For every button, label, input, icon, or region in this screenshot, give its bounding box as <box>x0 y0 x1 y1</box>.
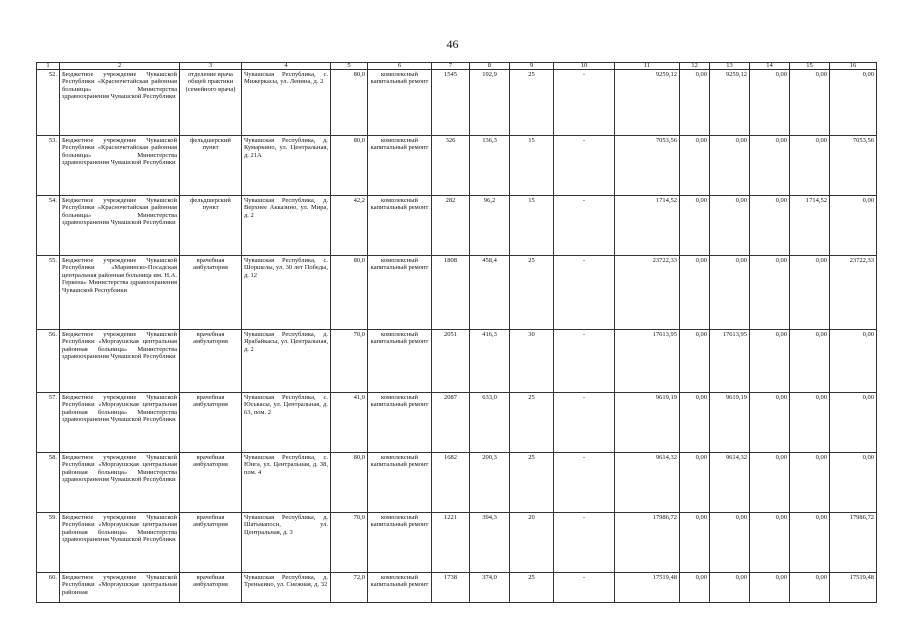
column-number: 9 <box>510 63 554 70</box>
table-row <box>37 513 877 573</box>
col-15-value: 0,00 <box>790 330 830 393</box>
table-row <box>37 196 877 256</box>
column-number: 7 <box>432 63 470 70</box>
organization-name: Бюджетное учреждение Чувашской Республики «Моргаушская центральная районная больница» Министерства здравоохранения Чувашской Республики <box>60 513 180 573</box>
col-12-value: 0,00 <box>680 330 710 393</box>
col-7-value: 1738 <box>432 573 470 603</box>
col-16-value: 0,00 <box>830 453 877 513</box>
col-14-value: 0,00 <box>750 453 790 513</box>
facilities-table <box>36 62 877 603</box>
organization-name: Бюджетное учреждение Чувашской Республики «Красночетайская районная больница» Министерства здравоохранения Чувашской Республики <box>60 70 180 136</box>
col-10-value: - <box>554 330 615 393</box>
col-7-value: 1808 <box>432 256 470 330</box>
col-8-value: 200,3 <box>470 453 510 513</box>
col-10-value: - <box>554 136 615 196</box>
col-7-value: 2051 <box>432 330 470 393</box>
col-15-value: 0,00 <box>790 573 830 603</box>
column-number: 2 <box>60 63 180 70</box>
col-8-value: 374,0 <box>470 573 510 603</box>
col-9-value: 25 <box>510 453 554 513</box>
column-number: 13 <box>710 63 750 70</box>
row-number: 53. <box>37 136 60 196</box>
table-row <box>37 256 877 330</box>
facility-address: Чувашская Республика, д. Тренькино, ул. Снежная, д. 32 <box>242 573 331 603</box>
col-16-value: 7053,56 <box>830 136 877 196</box>
column-number: 3 <box>180 63 242 70</box>
column-number: 6 <box>368 63 432 70</box>
col-9-value: 25 <box>510 393 554 453</box>
wear-percent: 72,0 <box>331 573 368 603</box>
col-16-value: 23722,33 <box>830 256 877 330</box>
facility-address: Чувашская Республика, д. Шатьмапоси, ул. Центральная, д. 3 <box>242 513 331 573</box>
column-number: 10 <box>554 63 615 70</box>
work-type: комплексный капитальный ремонт <box>368 70 432 136</box>
col-13-value: 17613,95 <box>710 330 750 393</box>
facility-type: фельдшерский пункт <box>180 196 242 256</box>
col-13-value: 9614,32 <box>710 453 750 513</box>
work-type: комплексный капитальный ремонт <box>368 196 432 256</box>
col-12-value: 0,00 <box>680 196 710 256</box>
wear-percent: 80,0 <box>331 453 368 513</box>
row-number: 56. <box>37 330 60 393</box>
column-number: 4 <box>242 63 331 70</box>
col-15-value: 0,00 <box>790 453 830 513</box>
work-type: комплексный капитальный ремонт <box>368 573 432 603</box>
col-9-value: 25 <box>510 256 554 330</box>
col-15-value: 0,00 <box>790 70 830 136</box>
wear-percent: 80,0 <box>331 256 368 330</box>
facility-address: Чувашская Республика, д. Кумаркино, ул. Центральная, д. 21А <box>242 136 331 196</box>
col-16-value: 0,00 <box>830 330 877 393</box>
col-7-value: 1682 <box>432 453 470 513</box>
work-type: комплексный капитальный ремонт <box>368 393 432 453</box>
col-9-value: 15 <box>510 136 554 196</box>
column-number: 12 <box>680 63 710 70</box>
row-number: 52. <box>37 70 60 136</box>
facility-type: фельдшерский пункт <box>180 136 242 196</box>
facility-type: врачебная амбулатория <box>180 453 242 513</box>
table-row <box>37 453 877 513</box>
table-row <box>37 330 877 393</box>
organization-name: Бюджетное учреждение Чувашской Республики «Моргаушская центральная районная больница» Министерства здравоохранения Чувашской Республики <box>60 393 180 453</box>
col-7-value: 326 <box>432 136 470 196</box>
table-row <box>37 393 877 453</box>
wear-percent: 80,0 <box>331 136 368 196</box>
col-7-value: 2087 <box>432 393 470 453</box>
facility-type: отделение врача общей практики (семейного врача) <box>180 70 242 136</box>
col-11-value: 9259,12 <box>615 70 680 136</box>
col-14-value: 0,00 <box>750 513 790 573</box>
work-type: комплексный капитальный ремонт <box>368 330 432 393</box>
col-11-value: 1714,52 <box>615 196 680 256</box>
col-8-value: 633,0 <box>470 393 510 453</box>
col-10-value: - <box>554 70 615 136</box>
wear-percent: 80,0 <box>331 70 368 136</box>
col-8-value: 416,3 <box>470 330 510 393</box>
col-13-value: 9259,12 <box>710 70 750 136</box>
col-14-value: 0,00 <box>750 256 790 330</box>
organization-name: Бюджетное учреждение Чувашской Республики «Моргаушская центральная районная <box>60 573 180 603</box>
col-14-value: 0,00 <box>750 393 790 453</box>
work-type: комплексный капитальный ремонт <box>368 256 432 330</box>
row-number: 59. <box>37 513 60 573</box>
row-number: 58. <box>37 453 60 513</box>
work-type: комплексный капитальный ремонт <box>368 513 432 573</box>
col-15-value: 0,00 <box>790 136 830 196</box>
col-10-value: - <box>554 196 615 256</box>
column-number: 1 <box>37 63 60 70</box>
col-11-value: 9619,19 <box>615 393 680 453</box>
col-16-value: 17986,72 <box>830 513 877 573</box>
col-13-value: 0,00 <box>710 256 750 330</box>
wear-percent: 70,0 <box>331 513 368 573</box>
row-number: 55. <box>37 256 60 330</box>
col-10-value: - <box>554 513 615 573</box>
page-number: 46 <box>446 37 459 51</box>
col-10-value: - <box>554 453 615 513</box>
col-9-value: 25 <box>510 70 554 136</box>
facility-address: Чувашская Республика, с. Шоршелы, ул. 30 лет Победы, д. 12 <box>242 256 331 330</box>
col-11-value: 7053,56 <box>615 136 680 196</box>
work-type: комплексный капитальный ремонт <box>368 453 432 513</box>
col-11-value: 17613,95 <box>615 330 680 393</box>
col-10-value: - <box>554 573 615 603</box>
facility-address: Чувашская Республика, с. Юнга, ул. Центральная, д. 38, пом. 4 <box>242 453 331 513</box>
col-8-value: 192,9 <box>470 70 510 136</box>
col-14-value: 0,00 <box>750 330 790 393</box>
col-12-value: 0,00 <box>680 70 710 136</box>
column-number: 15 <box>790 63 830 70</box>
col-12-value: 0,00 <box>680 513 710 573</box>
col-14-value: 0,00 <box>750 573 790 603</box>
table-row <box>37 573 877 603</box>
col-9-value: 20 <box>510 513 554 573</box>
facility-address: Чувашская Республика, д. Верхнее Акказино, ул. Мира, д. 2 <box>242 196 331 256</box>
col-8-value: 394,3 <box>470 513 510 573</box>
col-9-value: 30 <box>510 330 554 393</box>
facility-type: врачебная амбулатория <box>180 256 242 330</box>
column-number: 11 <box>615 63 680 70</box>
col-12-value: 0,00 <box>680 573 710 603</box>
table-row <box>37 136 877 196</box>
wear-percent: 42,2 <box>331 196 368 256</box>
col-12-value: 0,00 <box>680 136 710 196</box>
col-15-value: 0,00 <box>790 513 830 573</box>
col-15-value: 1714,52 <box>790 196 830 256</box>
col-16-value: 0,00 <box>830 393 877 453</box>
row-number: 60. <box>37 573 60 603</box>
col-12-value: 0,00 <box>680 393 710 453</box>
row-number: 57. <box>37 393 60 453</box>
facility-address: Чувашская Республика, с. Мижеркасы, ул. Ленина, д. 2 <box>242 70 331 136</box>
column-number: 14 <box>750 63 790 70</box>
col-10-value: - <box>554 256 615 330</box>
col-12-value: 0,00 <box>680 256 710 330</box>
col-16-value: 0,00 <box>830 70 877 136</box>
wear-percent: 41,0 <box>331 393 368 453</box>
organization-name: Бюджетное учреждение Чувашской Республики «Красночетайская районная больница» Министерства здравоохранения Чувашской Республики <box>60 136 180 196</box>
col-13-value: 9619,19 <box>710 393 750 453</box>
col-8-value: 458,4 <box>470 256 510 330</box>
col-11-value: 23722,33 <box>615 256 680 330</box>
col-13-value: 0,00 <box>710 573 750 603</box>
column-number: 5 <box>331 63 368 70</box>
column-number: 8 <box>470 63 510 70</box>
col-14-value: 0,00 <box>750 136 790 196</box>
facility-type: врачебная амбулатория <box>180 393 242 453</box>
col-11-value: 17519,48 <box>615 573 680 603</box>
col-16-value: 17519,48 <box>830 573 877 603</box>
organization-name: Бюджетное учреждение Чувашской Республики «Моргаушская центральная районная больница» Министерства здравоохранения Чувашской Республики <box>60 453 180 513</box>
organization-name: Бюджетное учреждение Чувашской Республики «Моргаушская центральная районная больница» Министерства здравоохранения Чувашской Республики <box>60 330 180 393</box>
table-row <box>37 70 877 136</box>
col-11-value: 17986,72 <box>615 513 680 573</box>
facility-address: Чувашская Республика, д. Ярабайкасы, ул. Центральная, д. 2 <box>242 330 331 393</box>
col-7-value: 1221 <box>432 513 470 573</box>
col-13-value: 0,00 <box>710 513 750 573</box>
col-14-value: 0,00 <box>750 196 790 256</box>
wear-percent: 70,0 <box>331 330 368 393</box>
facility-type: врачебная амбулатория <box>180 513 242 573</box>
col-12-value: 0,00 <box>680 453 710 513</box>
col-16-value: 0,00 <box>830 196 877 256</box>
work-type: комплексный капитальный ремонт <box>368 136 432 196</box>
facility-type: врачебная амбулатория <box>180 330 242 393</box>
col-8-value: 136,3 <box>470 136 510 196</box>
col-14-value: 0,00 <box>750 70 790 136</box>
col-9-value: 25 <box>510 573 554 603</box>
col-10-value: - <box>554 393 615 453</box>
organization-name: Бюджетное учреждение Чувашской Республики «Красночетайская районная больница» Министерства здравоохранения Чувашской Республики <box>60 196 180 256</box>
col-13-value: 0,00 <box>710 136 750 196</box>
col-11-value: 9614,32 <box>615 453 680 513</box>
col-8-value: 96,2 <box>470 196 510 256</box>
column-number: 16 <box>830 63 877 70</box>
col-7-value: 1545 <box>432 70 470 136</box>
col-15-value: 0,00 <box>790 393 830 453</box>
column-number-row <box>37 63 877 70</box>
organization-name: Бюджетное учреждение Чувашской Республики «Мариинско-Посадская центральная районная больница им. Н.А. Геркена» Министерства здравоохранения Чувашской Республики <box>60 256 180 330</box>
facility-address: Чувашская Республика, с. Юськасы, ул. Центральная, д. 63, пом. 2 <box>242 393 331 453</box>
row-number: 54. <box>37 196 60 256</box>
col-15-value: 0,00 <box>790 256 830 330</box>
col-9-value: 15 <box>510 196 554 256</box>
facility-type: врачебная амбулатория <box>180 573 242 603</box>
col-13-value: 0,00 <box>710 196 750 256</box>
col-7-value: 282 <box>432 196 470 256</box>
